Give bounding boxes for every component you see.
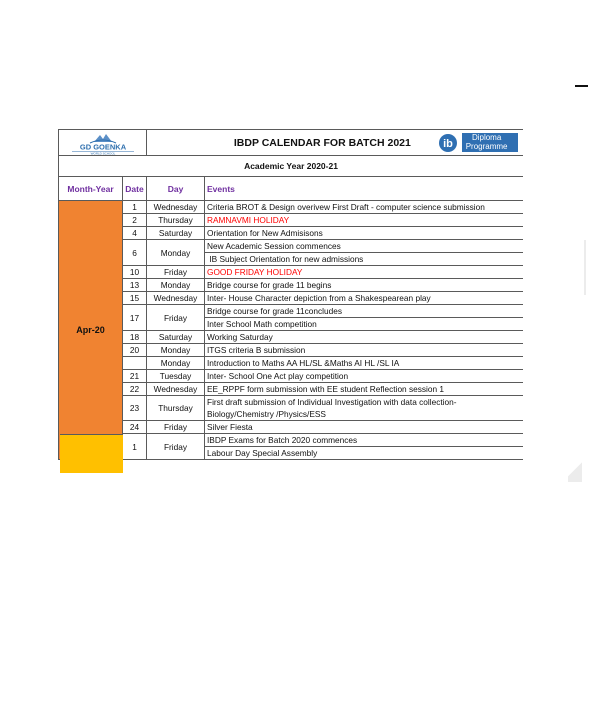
date-cell: 21	[123, 370, 147, 383]
date-cell: 10	[123, 266, 147, 279]
svg-text:ib: ib	[442, 137, 453, 150]
header-row	[59, 130, 524, 156]
day-cell: Thursday	[147, 214, 205, 227]
event-cell: Working Saturday	[205, 331, 524, 344]
event-cell: Silver Fiesta	[205, 421, 524, 434]
date-cell: 18	[123, 331, 147, 344]
table-row	[59, 305, 524, 318]
calendar-sheet	[58, 129, 523, 473]
school-logo-text: GD GOENKA	[79, 142, 126, 151]
date-cell: 4	[123, 227, 147, 240]
table-row	[59, 279, 524, 292]
date-cell: 6	[123, 240, 147, 266]
ib-logo-line1: Diploma	[471, 133, 502, 142]
academic-year: Academic Year 2020-21	[59, 156, 524, 177]
day-cell: Saturday	[147, 227, 205, 240]
dash-mark	[575, 85, 588, 87]
table-row	[59, 357, 524, 370]
event-cell: IB Subject Orientation for new admissions	[205, 253, 524, 266]
ib-logo	[436, 130, 522, 155]
event-cell: Bridge course for grade 11concludes	[205, 305, 524, 318]
date-cell: 24	[123, 421, 147, 434]
day-cell: Monday	[147, 357, 205, 370]
day-cell: Friday	[147, 421, 205, 434]
table-row	[59, 266, 524, 279]
date-cell: 20	[123, 344, 147, 357]
month-cell-may	[60, 434, 123, 474]
table-row	[59, 396, 524, 409]
col-month-year: Month-Year	[59, 177, 123, 201]
date-cell: 17	[123, 305, 147, 331]
date-cell: 23	[123, 396, 147, 421]
col-date: Date	[123, 177, 147, 201]
date-cell: 2	[123, 214, 147, 227]
day-cell: Wednesday	[147, 201, 205, 214]
event-cell: GOOD FRIDAY HOLIDAY	[205, 266, 524, 279]
day-cell: Friday	[147, 434, 205, 460]
event-cell: First draft submission of Individual Investigation with data collection-	[205, 396, 524, 409]
school-logo	[59, 130, 147, 156]
table-row	[59, 344, 524, 357]
day-cell: Friday	[147, 266, 205, 279]
day-cell: Thursday	[147, 396, 205, 421]
event-cell: ITGS criteria B submission	[205, 344, 524, 357]
event-cell: EE_RPPF form submission with EE student Reflection session 1	[205, 383, 524, 396]
month-cell: Apr-20	[59, 201, 123, 460]
event-cell: Labour Day Special Assembly	[205, 447, 524, 460]
date-cell: 22	[123, 383, 147, 396]
day-cell: Wednesday	[147, 383, 205, 396]
date-cell	[123, 357, 147, 370]
table-row	[59, 227, 524, 240]
date-cell: 13	[123, 279, 147, 292]
event-cell: Orientation for New Admisisons	[205, 227, 524, 240]
day-cell: Friday	[147, 305, 205, 331]
table-row	[59, 434, 524, 447]
edge-sliver	[584, 240, 586, 295]
column-header-row	[59, 177, 524, 201]
table-row	[59, 201, 524, 214]
day-cell: Saturday	[147, 331, 205, 344]
col-events: Events	[205, 177, 524, 201]
event-cell: IBDP Exams for Batch 2020 commences	[205, 434, 524, 447]
day-cell: Monday	[147, 240, 205, 266]
ib-logo-icon	[436, 132, 462, 154]
edge-sliver-corner	[568, 460, 582, 482]
date-cell: 1	[123, 434, 147, 460]
event-cell: Inter- School One Act play competition	[205, 370, 524, 383]
school-logo-icon	[60, 133, 146, 155]
ib-logo-line2: Programme	[465, 141, 508, 151]
subtitle-row	[59, 156, 524, 177]
table-row	[59, 331, 524, 344]
col-day: Day	[147, 177, 205, 201]
event-cell: Inter- House Character depiction from a Shakespearean play	[205, 292, 524, 305]
table-row	[59, 214, 524, 227]
table-row	[59, 292, 524, 305]
day-cell: Tuesday	[147, 370, 205, 383]
date-cell: 15	[123, 292, 147, 305]
table-row	[59, 240, 524, 253]
calendar-title: IBDP CALENDAR FOR BATCH 2021	[233, 136, 411, 149]
calendar-table	[58, 129, 523, 460]
event-cell: Biology/Chemistry /Physics/ESS	[205, 408, 524, 421]
school-logo-sub: WORLD SCHOOL	[90, 151, 115, 155]
title-cell	[147, 130, 524, 156]
day-cell: Wednesday	[147, 292, 205, 305]
event-cell: Introduction to Maths AA HL/SL &Maths AI HL /SL IA	[205, 357, 524, 370]
event-cell: Criteria BROT & Design overivew First Draft - computer science submission	[205, 201, 524, 214]
day-cell: Monday	[147, 344, 205, 357]
table-row	[59, 370, 524, 383]
date-cell: 1	[123, 201, 147, 214]
event-cell: New Academic Session commences	[205, 240, 524, 253]
event-cell: RAMNAVMI HOLIDAY	[205, 214, 524, 227]
event-cell: Bridge course for grade 11 begins	[205, 279, 524, 292]
table-row	[59, 421, 524, 434]
day-cell: Monday	[147, 279, 205, 292]
event-cell: Inter School Math competition	[205, 318, 524, 331]
table-row	[59, 383, 524, 396]
